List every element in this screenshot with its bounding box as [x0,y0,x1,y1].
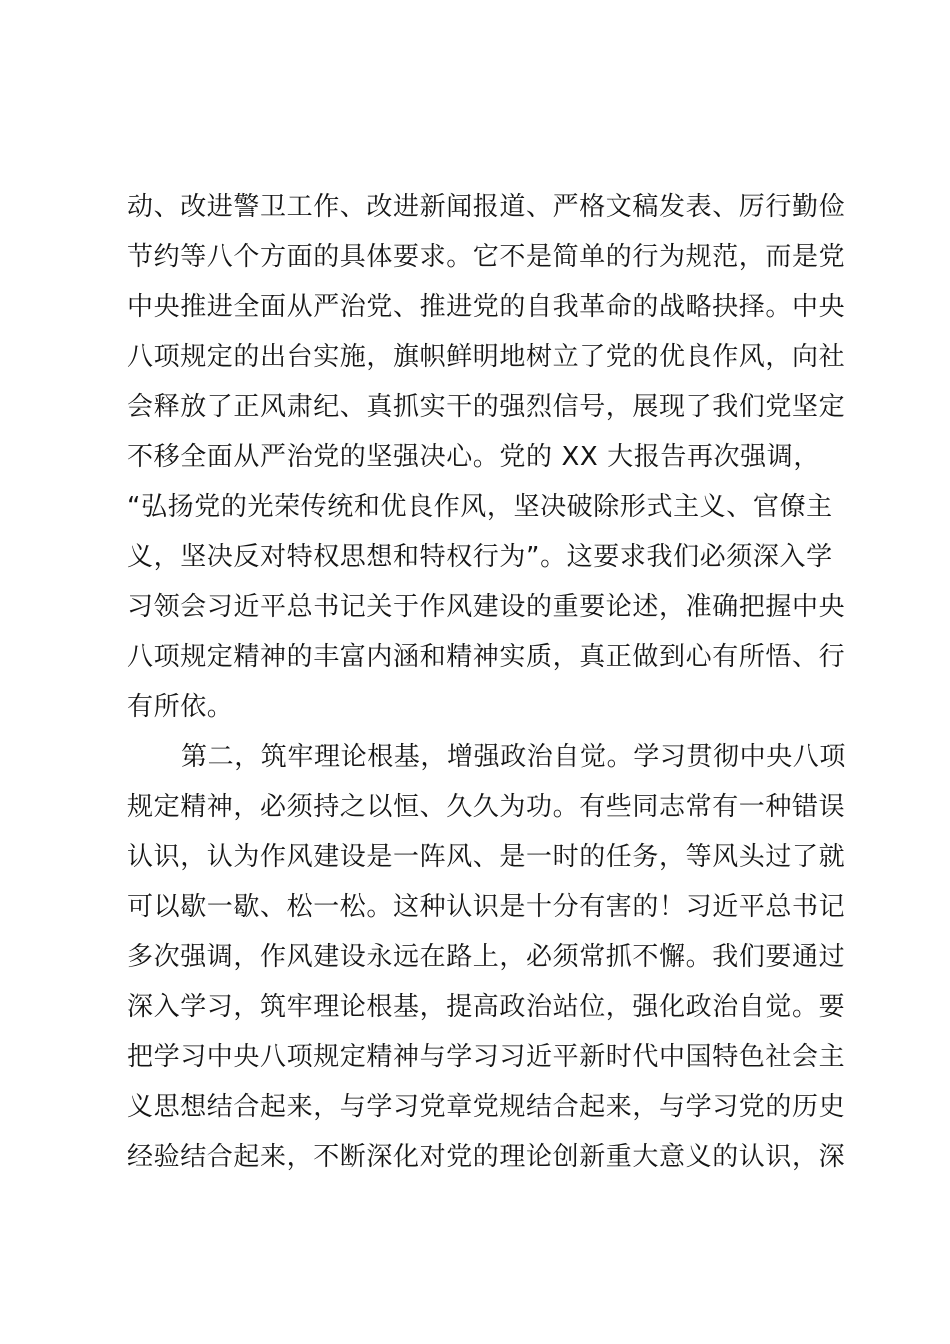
paragraph-2 [127,732,847,1182]
text-line: 会释放了正风肃纪、真抓实干的强烈信号，展现了我们党坚定 [127,392,846,422]
text-line: 可以歇一歇、松一松。这种认识是十分有害的！习近平总书记 [127,892,846,922]
text-line: 动、改进警卫工作、改进新闻报道、严格文稿发表、厉行勤俭 [127,192,846,222]
text-line: 经验结合起来，不断深化对党的理论创新重大意义的认识，深 [127,1142,846,1172]
text-line: “弘扬党的光荣传统和优良作风，坚决破除形式主义、官僚主 [127,492,833,522]
text-line: 八项规定精神的丰富内涵和精神实质，真正做到心有所悟、行 [127,642,846,672]
text-line: 有所依。 [127,692,234,722]
text-line: 八项规定的出台实施，旗帜鲜明地树立了党的优良作风，向社 [127,342,846,372]
text-line: 认识，认为作风建设是一阵风、是一时的任务，等风头过了就 [127,842,846,872]
text-line: 义，坚决反对特权思想和特权行为”。这要求我们必须深入学 [127,542,833,572]
text-line: 规定精神，必须持之以恒、久久为功。有些同志常有一种错误 [127,792,846,822]
document-body [127,182,847,1182]
text-line: 多次强调，作风建设永远在路上，必须常抓不懈。我们要通过 [127,942,846,972]
text-line: 不移全面从严治党的坚强决心。党的 XX 大报告再次强调， [127,442,820,472]
text-line: 节约等八个方面的具体要求。它不是简单的行为规范，而是党 [127,242,846,272]
text-line: 义思想结合起来，与学习党章党规结合起来，与学习党的历史 [127,1092,846,1122]
text-line: 中央推进全面从严治党、推进党的自我革命的战略抉择。中央 [127,292,846,322]
text-line: 第二，筑牢理论根基，增强政治自觉。学习贯彻中央八项 [181,742,847,772]
paragraph-1 [127,182,846,732]
text-line: 习领会习近平总书记关于作风建设的重要论述，准确把握中央 [127,592,846,622]
text-line: 深入学习，筑牢理论根基，提高政治站位，强化政治自觉。要 [127,992,846,1022]
text-line: 把学习中央八项规定精神与学习习近平新时代中国特色社会主 [127,1042,846,1072]
